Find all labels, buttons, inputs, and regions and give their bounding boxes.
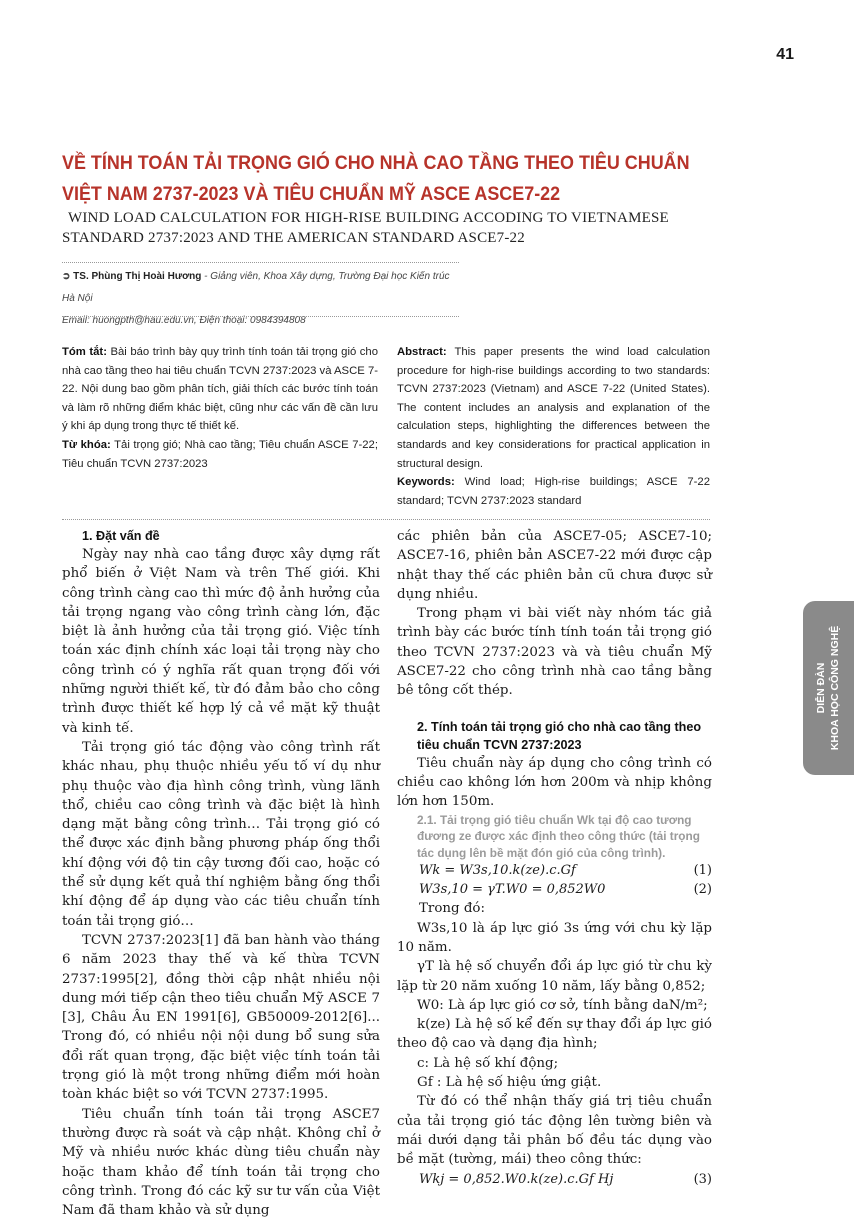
abstract-en-text: This paper presents the wind load calculation procedure for high-rise buildings according to two standards: TCVN 2737:2023 (Vietnam) and ASCE 7-22 (United States). The content includes an analysis and explanation of the calculation steps, highlighting the differences between the standards and key considerations for practical application in structural design.: [397, 346, 710, 470]
author-block: [62, 266, 462, 332]
page-number: 41: [776, 46, 794, 63]
section-1-paragraph: Tiêu chuẩn tính toán tải trọng ASCE7 thường được rà soát và cập nhật. Không chỉ ở Mỹ và nhiều nước khác dùng tiêu chuẩn này hoặc tham khảo để tính toán tải trọng cho công trình. Trong đó các kỹ sư tư vấn của Việt Nam đã tham khảo và sử dụng: [62, 1106, 380, 1219]
keywords-en-label: Keywords:: [397, 476, 455, 489]
side-tab-label: [814, 626, 842, 750]
author-affiliation: - Giảng viên, Khoa Xây dựng, Trường Đại học Kiến trúc Hà Nội: [62, 271, 450, 304]
divider: [62, 316, 459, 317]
definition-item: W3s,10 là áp lực gió 3s ứng với chu kỳ lặp 10 năm.: [397, 920, 712, 955]
section-1-paragraph: TCVN 2737:2023[1] đã ban hành vào tháng 6 năm 2023 thay thế và kế thừa TCVN 2737:1995[2], đồng thời cập nhật nhiều nội dung mới tiếp cận theo tiêu chuẩn Mỹ ASCE 7 [3], Châu Âu EN 1991[6], GB50009-2012[6]... Trong đó, có nhiều nội nội dung bổ sung sửa đổi rất quan trọng, đặc biệt việc tính toán tải trọng gió là một trong những điểm mới hoàn toàn khác biệt so với TCVN 2737:1995.: [62, 932, 380, 1103]
keywords-en-paragraph: [397, 473, 710, 510]
divider: [62, 262, 459, 263]
side-tab-line1: DIỄN ĐÀN: [815, 662, 827, 714]
where-label: Trong đó:: [419, 901, 485, 917]
equation-3-number: (3): [693, 1171, 712, 1187]
definition-item: k(ze) Là hệ số kể đến sự thay đổi áp lực gió theo độ cao và dạng địa hình;: [397, 1017, 712, 1052]
subsection-2-1-heading: 2.1. Tải trọng gió tiêu chuẩn Wk tại độ cao tương đương ze được xác định theo công thức (tải trọng tác dụng lên bề mặt đón gió của công trình).: [417, 812, 700, 860]
abstract-vn-paragraph: [62, 343, 378, 436]
title-english-line1: WIND LOAD CALCULATION FOR HIGH-RISE BUILDING ACCODING TO VIETNAMESE: [68, 210, 669, 226]
body-left-column: [62, 527, 380, 1220]
keywords-en-text: Wind load; High-rise buildings; ASCE 7-22 standard; TCVN 2737:2023 standard: [397, 476, 710, 507]
author-contact: Email: huongpth@hau.edu.vn, Điện thoại: 0984394808: [62, 315, 306, 326]
keywords-vn-label: Từ khóa:: [62, 438, 111, 451]
abstract-english: [397, 343, 710, 510]
section-1-heading: 1. Đặt vấn đề: [82, 529, 160, 543]
equation-1-formula: Wk = W3s,10.k(ze).c.Gf: [419, 863, 576, 879]
equation-2-number: (2): [693, 882, 712, 898]
title-english: [62, 208, 782, 248]
section-1-paragraph: Ngày nay nhà cao tầng được xây dựng rất phổ biến ở Việt Nam và trên Thế giới. Khi công trình càng cao thì mức độ ảnh hưởng của tải trọng ngang vào công trình càng lớn, đặc biệt là ảnh hưởng của tải trọng gió. Việc tính toán xác định chính xác loại tải trọng này cho công trình có ý nghĩa rất quan trọng đối với những người thiết kế, từ đó đảm bảo cho công trình được thiết kế hợp lý cả về mặt kỹ thuật và kinh tế.: [62, 547, 380, 736]
definition-item: W0: Là áp lực gió cơ sở, tính bằng daN/m²;: [417, 997, 708, 1013]
body-right-column: [397, 527, 712, 1189]
definition-item: Gf : Là hệ số hiệu ứng giật.: [417, 1075, 602, 1091]
side-tab-line2: KHOA HỌC CÔNG NGHỆ: [829, 625, 841, 751]
equation-3-formula: Wkj = 0,852.W0.k(ze).c.Gf Hj: [419, 1171, 614, 1187]
definition-item: γT là hệ số chuyển đổi áp lực gió từ chu kỳ lặp từ 20 năm xuống 10 năm, lấy bằng 0,852;: [397, 959, 712, 994]
section-1-paragraph: Tải trọng gió tác động vào công trình rất khác nhau, phụ thuộc nhiều yếu tố ví dụ như phụ thuộc vào địa hình công trình, vùng lãnh thổ, chiều cao công trình và đặc biệt là hình dạng mặt bằng công trình… Tải trọng gió có thể được xác định bằng phương pháp ống thổi khí động với độ tin cậy tương đối cao, hoặc có thể sử dụng kết quả thí nghiệm bằng ống thổi khí động để áp dụng vào các tiêu chuẩn tính toán tải trọng gió…: [62, 739, 380, 929]
keywords-vn-paragraph: [62, 436, 378, 473]
author-name: TS. Phùng Thị Hoài Hương: [73, 271, 202, 282]
abstract-separator: [62, 519, 710, 520]
equation-3: [397, 1170, 712, 1189]
section-1-paragraph: các phiên bản của ASCE7-05; ASCE7-10; ASCE7-16, phiên bản ASCE7-22 mới được cập nhật thay thế các phiên bản cũ chưa được sử dụng nhiều.: [397, 529, 712, 602]
keywords-vn-text: Tải trọng gió; Nhà cao tầng; Tiêu chuẩn ASCE 7-22; Tiêu chuẩn TCVN 2737:2023: [62, 438, 378, 470]
arrow-icon: ➲: [62, 271, 71, 282]
section-2-paragraph: Tiêu chuẩn này áp dụng cho công trình có chiều cao không lớn hơn 200m và nhịp không lớn hơn 150m.: [397, 755, 712, 810]
equation-2-formula: W3s,10 = γT.W0 = 0,852W0: [419, 882, 606, 898]
abstract-vn-text: Bài báo trình bày quy trình tính toán tải trọng gió cho nhà cao tầng theo hai tiêu chuẩn TCVN 2737:2023 và ASCE 7-22. Nội dung bao gồm phân tích, giải thích các bước tính toán và làm rõ những điểm khác biệt, cũng như các vấn đề cần lưu ý khi áp dụng trong thực tế thiết kế.: [62, 346, 378, 433]
section-2-heading: 2. Tính toán tải trọng gió cho nhà cao tầng theo tiêu chuẩn TCVN 2737:2023: [417, 719, 702, 752]
abstract-en-label: Abstract:: [397, 346, 447, 358]
author-line: [62, 266, 462, 310]
title-english-line2: STANDARD 2737:2023 AND THE AMERICAN STANDARD ASCE7-22: [62, 230, 525, 246]
equation-1: [397, 861, 712, 880]
section-2-paragraph: Từ đó có thể nhận thấy giá trị tiêu chuẩn của tải trọng gió tác động lên tường biên và mái dưới dạng tải phân bố đều tác dụng vào bề mặt (tường, mái) theo công thức:: [397, 1094, 712, 1168]
abstract-en-paragraph: [397, 343, 710, 473]
equation-2: [397, 880, 712, 899]
abstract-vietnamese: [62, 343, 378, 473]
definition-item: c: Là hệ số khí động;: [417, 1055, 559, 1071]
equation-1-number: (1): [693, 863, 712, 879]
title-vietnamese: VỀ TÍNH TOÁN TẢI TRỌNG GIÓ CHO NHÀ CAO TẦNG THEO TIÊU CHUẨN VIỆT NAM 2737-2023 VÀ TIÊU CHUẨN MỸ ASCE ASCE7-22: [62, 152, 690, 205]
section-1-paragraph: Trong phạm vi bài viết này nhóm tác giả trình bày các bước tính tính toán tải trọng gió theo TCVN 2737:2023 và và tiêu chuẩn Mỹ ASCE7-22 cho công trình nhà cao tầng bằng bê tông cốt thép.: [397, 606, 712, 699]
abstract-vn-label: Tóm tắt:: [62, 346, 107, 358]
